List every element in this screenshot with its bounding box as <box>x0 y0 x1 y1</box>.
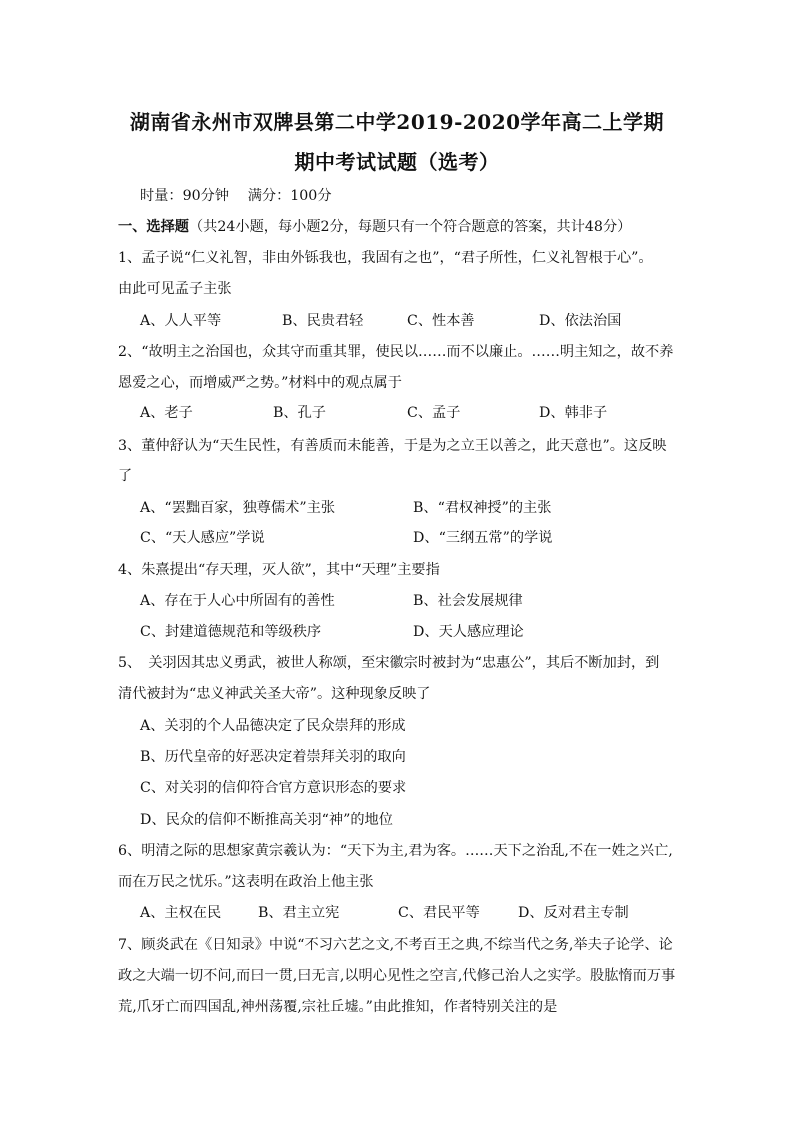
question-4-option-b: B、社会发展规律 <box>413 593 523 609</box>
question-1-line-1: 1、孟子说“仁义礼智，非由外铄我也，我固有之也”，“君子所性，仁义礼智根于心”。 <box>118 250 653 266</box>
question-4-option-c: C、封建道德规范和等级秩序 <box>140 624 322 640</box>
question-6-line-1: 6、明清之际的思想家黄宗羲认为：“天下为主,君为客。……天下之治乱,不在一姓之兴亡, <box>118 843 673 859</box>
question-6-option-a: A、主权在民 <box>140 905 222 921</box>
question-5-line-2: 清代被封为“忠义神武关圣大帝”。这种现象反映了 <box>118 686 431 702</box>
question-2-line-2: 恩爱之心，而增威严之势。”材料中的观点属于 <box>118 375 402 391</box>
question-5-option-a: A、关羽的个人品德决定了民众崇拜的形成 <box>140 718 406 734</box>
question-7-line-1: 7、顾炎武在《日知录》中说“不习六艺之文,不考百王之典,不综当代之务,举夫子论学、论 <box>118 937 673 953</box>
question-1-option-b: B、民贵君轻 <box>282 313 364 329</box>
question-3-option-a: A、“罢黜百家，独尊儒术”主张 <box>140 500 336 516</box>
question-1-option-d: D、依法治国 <box>539 313 622 329</box>
section-label: 一、选择题 <box>118 219 189 235</box>
question-3-option-d: D、“三纲五常”的学说 <box>413 530 553 546</box>
question-3-line-1: 3、董仲舒认为“天生民性，有善质而未能善，于是为之立王以善之，此天意也”。这反映 <box>118 438 667 454</box>
exam-meta: 时量：90分钟 满分：100分 <box>140 188 332 204</box>
question-2-option-c: C、孟子 <box>407 405 461 421</box>
section-desc: （共24小题，每小题2分，每题只有一个符合题意的答案，共计48分） <box>188 219 632 235</box>
question-5-option-b: B、历代皇帝的好恶决定着崇拜关羽的取向 <box>140 749 406 765</box>
question-1-option-a: A、人人平等 <box>140 313 222 329</box>
question-1-option-c: C、性本善 <box>407 313 475 329</box>
question-6-option-d: D、反对君主专制 <box>518 905 629 921</box>
exam-title-line1: 湖南省永州市双牌县第二中学2019-2020学年高二上学期 <box>129 110 665 134</box>
question-4-line-1: 4、朱熹提出“存天理，灭人欲”，其中“天理”主要指 <box>118 562 440 578</box>
section-heading <box>118 217 631 237</box>
question-5-line-1: 5、 关羽因其忠义勇武，被世人称颂，至宋徽宗时被封为“忠惠公”，其后不断加封，到 <box>118 655 660 671</box>
question-6-option-c: C、君民平等 <box>398 905 480 921</box>
question-6-line-2: 而在万民之忧乐。”这表明在政治上他主张 <box>118 874 374 890</box>
question-5-option-c: C、对关羽的信仰符合官方意识形态的要求 <box>140 780 407 796</box>
question-4-option-a: A、存在于人心中所固有的善性 <box>140 593 335 609</box>
question-1-line-2: 由此可见孟子主张 <box>118 281 232 297</box>
question-2-option-b: B、孔子 <box>273 405 326 421</box>
question-3-option-b: B、“君权神授”的主张 <box>413 500 552 516</box>
question-3-option-c: C、“天人感应”学说 <box>140 530 265 546</box>
question-5-option-d: D、民众的信仰不断推高关羽“神”的地位 <box>140 812 393 828</box>
question-6-option-b: B、君主立宪 <box>258 905 340 921</box>
question-2-option-d: D、韩非子 <box>539 405 608 421</box>
exam-title-line2: 期中考试试题（选考） <box>294 150 500 174</box>
question-3-line-2: 了 <box>118 468 133 484</box>
question-4-option-d: D、天人感应理论 <box>413 624 524 640</box>
question-2-option-a: A、老子 <box>140 405 193 421</box>
question-7-line-3: 荒,爪牙亡而四国乱,神州荡覆,宗社丘墟。”由此推知，作者特别关注的是 <box>118 999 558 1015</box>
question-2-line-1: 2、“故明主之治国也，众其守而重其罪，使民以……而不以廉止。……明主知之，故不养 <box>118 344 674 360</box>
question-7-line-2: 政之大端一切不问,而曰一贯,曰无言,以明心见性之空言,代修己治人之实学。股肱惰而万事 <box>118 968 676 984</box>
